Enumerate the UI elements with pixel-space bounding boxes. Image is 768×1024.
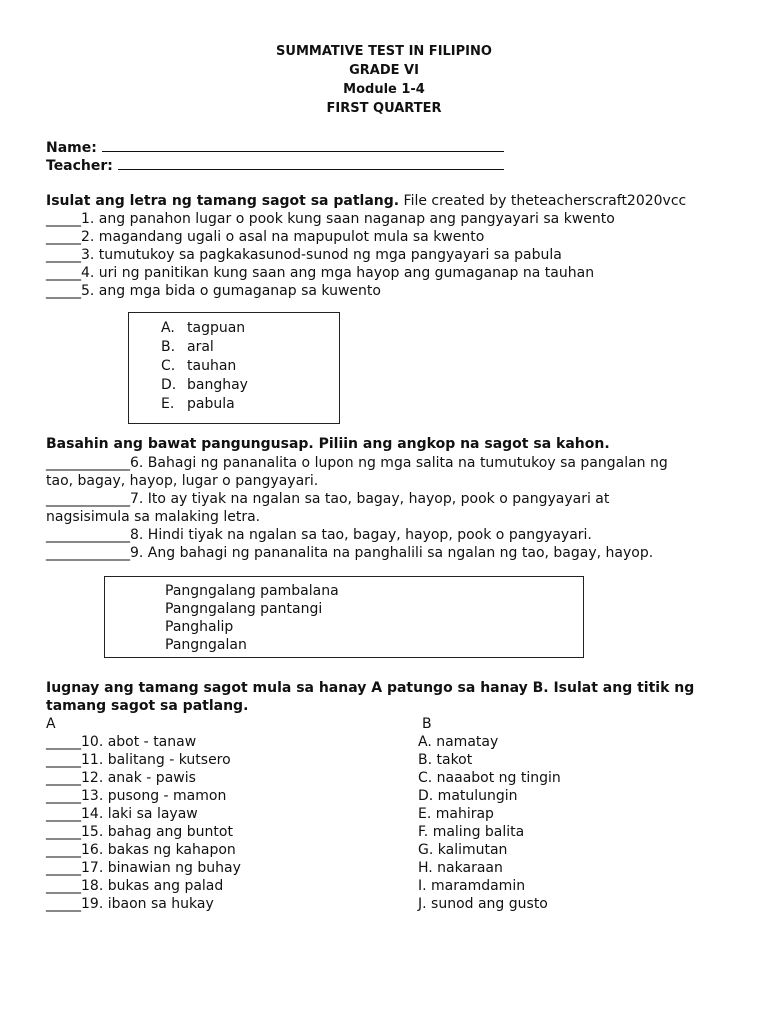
quarter-label: FIRST QUARTER [326,101,442,116]
name-blank [102,138,504,152]
column-b-header: B [422,716,432,732]
column-b-item: F. maling balita [418,824,525,840]
column-b-item: C. naaabot ng tingin [418,770,561,786]
column-a-item: _____10. abot - tanaw [46,734,197,750]
part2-line: nagsisimula sa malaking letra. [46,509,261,525]
part3-instruction: Iugnay ang tamang sagot mula sa hanay A patungo sa hanay B. Isulat ang titik ng [46,680,695,696]
choice-item: E. pabula [161,396,235,412]
column-b-item: D. matulungin [418,788,518,804]
column-a-item: _____18. bukas ang palad [46,878,224,894]
part1-item: _____2. magandang ugali o asal na mapupulot mula sa kwento [46,229,485,245]
choice-item: A. tagpuan [161,320,246,336]
part1-item: _____1. ang panahon lugar o pook kung saan naganap ang pangyayari sa kwento [46,211,615,227]
part3-instruction-cont: tamang sagot sa patlang. [46,698,249,714]
worksheet-header [0,42,768,118]
column-b-item: E. mahirap [418,806,494,822]
choice-item: Pangngalan [165,637,247,653]
column-b-item: J. sunod ang gusto [418,896,548,912]
choice-item: Pangngalang pambalana [165,583,339,599]
test-title: SUMMATIVE TEST IN FILIPINO [276,44,492,59]
part1-instruction-line [46,192,686,210]
part1-choices-box [128,312,340,424]
choice-item: D. banghay [161,377,248,393]
column-a-item: _____16. bakas ng kahapon [46,842,236,858]
part2-line: tao, bagay, hayop, lugar o pangyayari. [46,473,319,489]
grade-level: GRADE VI [349,63,419,78]
column-b-item: H. nakaraan [418,860,503,876]
part2-instruction: Basahin ang bawat pangungusap. Piliin ang angkop na sagot sa kahon. [46,436,610,452]
column-b-item: B. takot [418,752,473,768]
name-label: Name: [46,140,97,156]
column-a-item: _____13. pusong - mamon [46,788,227,804]
name-field [46,138,504,157]
column-b-item: G. kalimutan [418,842,508,858]
choice-item: Panghalip [165,619,234,635]
column-a-item: _____17. binawian ng buhay [46,860,241,876]
column-a-item: _____12. anak - pawis [46,770,196,786]
teacher-label: Teacher: [46,158,113,174]
part1-item: _____5. ang mga bida o gumaganap sa kuwento [46,283,381,299]
part2-line: ____________6. Bahagi ng pananalita o lupon ng mga salita na tumutukoy sa pangalan ng [46,455,668,471]
part1-item: _____4. uri ng panitikan kung saan ang mga hayop ang gumaganap na tauhan [46,265,595,281]
column-a-item: _____11. balitang - kutsero [46,752,231,768]
part2-line: ____________8. Hindi tiyak na ngalan sa tao, bagay, hayop, pook o pangyayari. [46,527,592,543]
file-credit: File created by theteacherscraft2020vcc [399,193,687,209]
column-a-header: A [46,716,56,732]
part2-choices-box [104,576,584,658]
column-a-item: _____15. bahag ang buntot [46,824,233,840]
column-b-item: I. maramdamin [418,878,526,894]
module-range: Module 1-4 [343,82,425,97]
part1-item: _____3. tumutukoy sa pagkakasunod-sunod ng mga pangyayari sa pabula [46,247,562,263]
part2-line: ____________9. Ang bahagi ng pananalita na panghalili sa ngalan ng tao, bagay, hayop. [46,545,654,561]
choice-item: B. aral [161,339,214,355]
column-b-item: A. namatay [418,734,499,750]
choice-item: C. tauhan [161,358,237,374]
part1-instruction: Isulat ang letra ng tamang sagot sa patlang. [46,193,400,209]
part2-line: ____________7. Ito ay tiyak na ngalan sa tao, bagay, hayop, pook o pangyayari at [46,491,610,507]
column-a-item: _____14. laki sa layaw [46,806,198,822]
choice-item: Pangngalang pantangi [165,601,323,617]
column-a-item: _____19. ibaon sa hukay [46,896,214,912]
teacher-blank [118,156,504,170]
teacher-field [46,156,504,175]
